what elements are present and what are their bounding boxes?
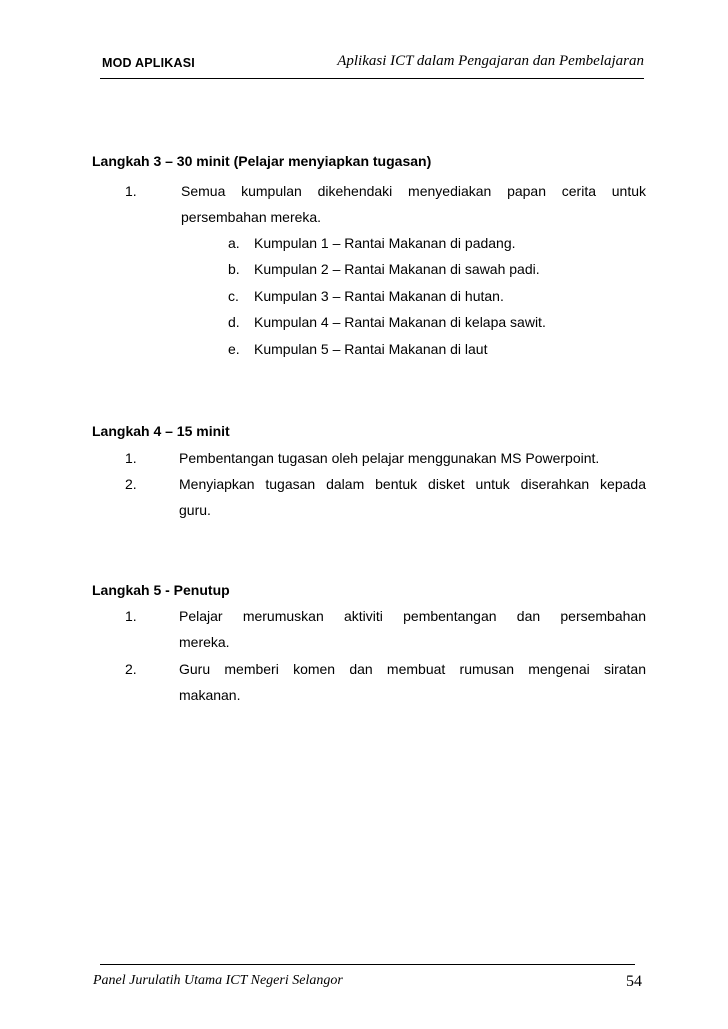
footer-divider — [100, 964, 635, 965]
step-3-item-1-number: 1. — [125, 183, 137, 199]
header-divider — [100, 78, 644, 79]
step-4-title: Langkah 4 – 15 minit — [92, 423, 230, 439]
step-4-item-2-text-cont: guru. — [179, 502, 211, 518]
header-title: Aplikasi ICT dalam Pengajaran dan Pembelajaran — [337, 53, 644, 69]
step-5-item-2-number: 2. — [125, 661, 137, 677]
step-4-item-2-number: 2. — [125, 476, 137, 492]
step-5-item-1-text-cont: mereka. — [179, 634, 230, 650]
step-5-item-1-number: 1. — [125, 608, 137, 624]
step-3-subitem-text: Kumpulan 1 – Rantai Makanan di padang. — [254, 235, 516, 251]
step-3-title: Langkah 3 – 30 minit (Pelajar menyiapkan tugasan) — [92, 153, 432, 169]
step-3-subitem-text: Kumpulan 4 – Rantai Makanan di kelapa sawit. — [254, 314, 546, 330]
step-5-item-2-text: Guru memberi komen dan membuat rumusan mengenai siratan — [179, 661, 646, 677]
step-3-subitem-text: Kumpulan 2 – Rantai Makanan di sawah padi. — [254, 261, 540, 277]
step-3-item-1-text: Semua kumpulan dikehendaki menyediakan papan cerita untuk — [181, 183, 646, 199]
step-3-subitem-letter: e. — [228, 341, 240, 357]
footer-organization: Panel Jurulatih Utama ICT Negeri Selangor — [93, 973, 343, 988]
step-5-item-2-text-cont: makanan. — [179, 687, 241, 703]
header-module-label: MOD APLIKASI — [102, 56, 195, 70]
step-3-subitem-letter: a. — [228, 235, 240, 251]
step-3-subitem-text: Kumpulan 5 – Rantai Makanan di laut — [254, 341, 488, 357]
step-4-item-1-number: 1. — [125, 450, 137, 466]
step-3-subitem-letter: c. — [228, 288, 239, 304]
step-5-title: Langkah 5 - Penutup — [92, 582, 230, 598]
page-number: 54 — [626, 973, 642, 990]
step-3-subitem-letter: b. — [228, 261, 240, 277]
step-5-item-1-text: Pelajar merumuskan aktiviti pembentangan dan persembahan — [179, 608, 646, 624]
step-3-subitem-text: Kumpulan 3 – Rantai Makanan di hutan. — [254, 288, 504, 304]
step-3-subitem-letter: d. — [228, 314, 240, 330]
step-3-item-1-text-cont: persembahan mereka. — [181, 209, 322, 225]
step-4-item-1-text: Pembentangan tugasan oleh pelajar menggunakan MS Powerpoint. — [179, 450, 600, 466]
step-4-item-2-text: Menyiapkan tugasan dalam bentuk disket untuk diserahkan kepada — [179, 476, 646, 492]
